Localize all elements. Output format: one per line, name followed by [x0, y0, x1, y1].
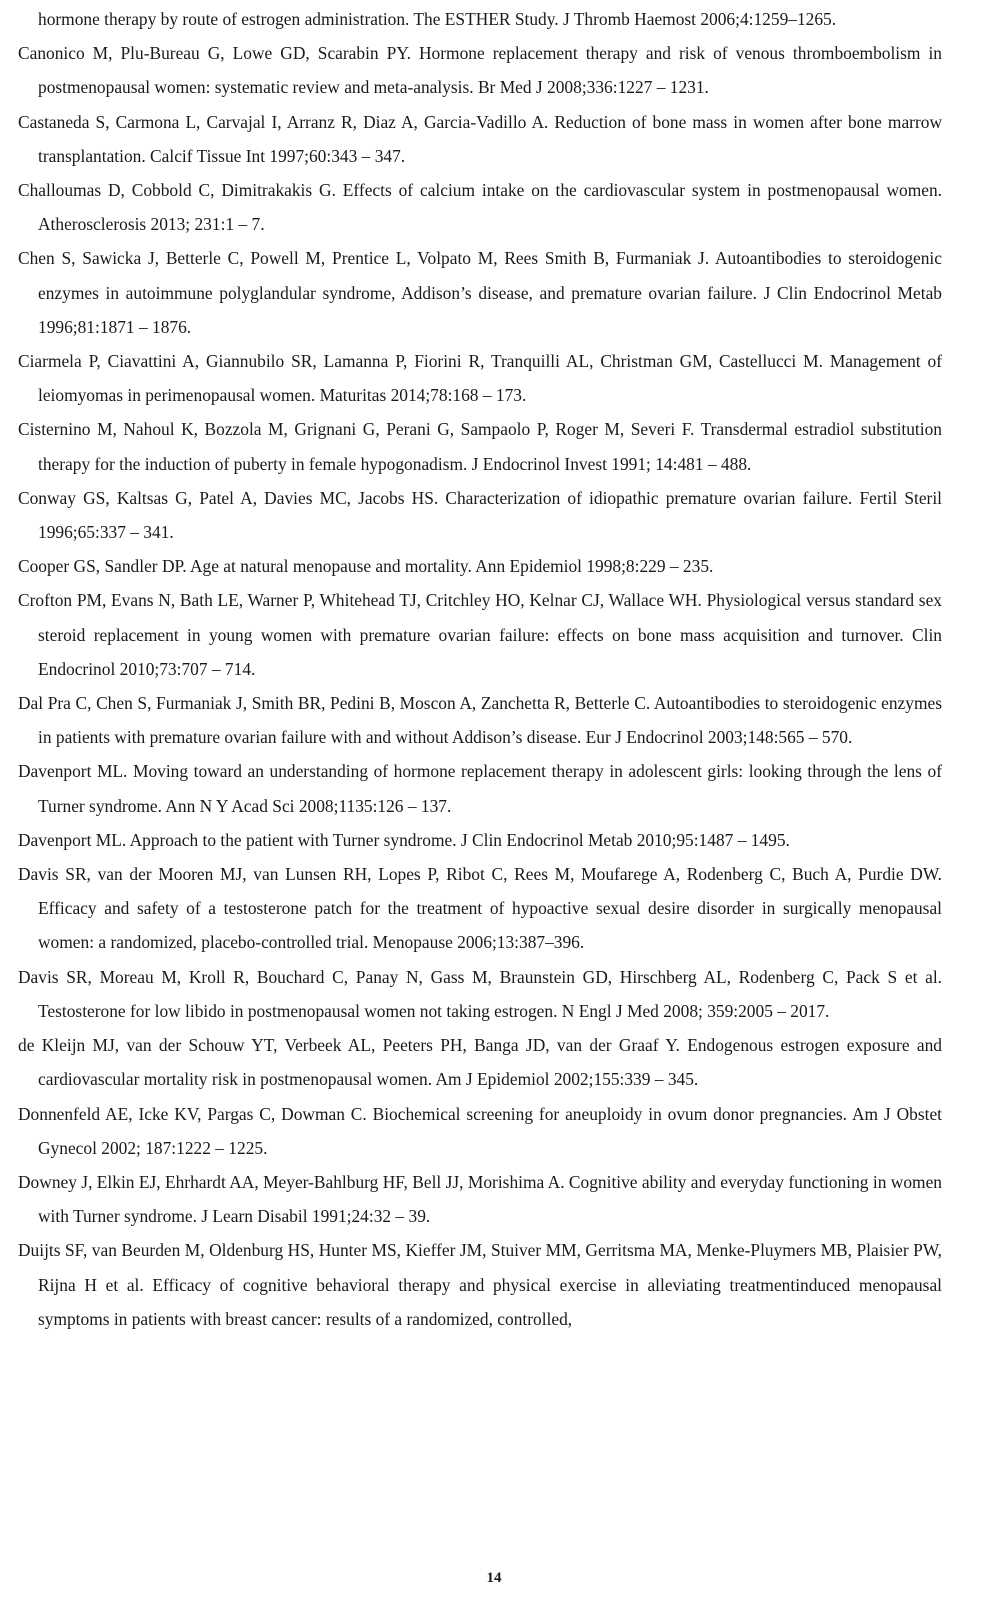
reference-item: Donnenfeld AE, Icke KV, Pargas C, Dowman C. Biochemical screening for aneuploidy in ovum donor pregnancies. Am J Obstet Gynecol 2002; 187:1222 – 1225. — [18, 1103, 942, 1158]
reference-item: Davenport ML. Approach to the patient with Turner syndrome. J Clin Endocrinol Metab 2010;95:1487 – 1495. — [18, 829, 790, 850]
reference-item: Dal Pra C, Chen S, Furmaniak J, Smith BR, Pedini B, Moscon A, Zanchetta R, Betterle C. Autoantibodies to steroidogenic enzymes in patients with premature ovarian failure with and without Addison’s disease. Eur J Endocrinol 2003;148:565 – 570. — [18, 693, 942, 748]
reference-item: Challoumas D, Cobbold C, Dimitrakakis G. Effects of calcium intake on the cardiovascular system in postmenopausal women. Atherosclerosis 2013; 231:1 – 7. — [18, 180, 942, 235]
reference-item: Davis SR, Moreau M, Kroll R, Bouchard C, Panay N, Gass M, Braunstein GD, Hirschberg AL, Rodenberg C, Pack S et al. Testosterone for low libido in postmenopausal women not taking estrogen. N Engl J Med 2008; 359:2005 – 2017. — [18, 966, 942, 1021]
reference-item: Downey J, Elkin EJ, Ehrhardt AA, Meyer-Bahlburg HF, Bell JJ, Morishima A. Cognitive ability and everyday functioning in women with Turner syndrome. J Learn Disabil 1991;24:32 – 39. — [18, 1171, 942, 1227]
reference-item: Conway GS, Kaltsas G, Patel A, Davies MC, Jacobs HS. Characterization of idiopathic premature ovarian failure. Fertil Steril 1996;65:337 – 341. — [18, 487, 942, 543]
reference-item: de Kleijn MJ, van der Schouw YT, Verbeek AL, Peeters PH, Banga JD, van der Graaf Y. Endogenous estrogen exposure and cardiovascular mortality risk in postmenopausal women. Am J Epidemiol 2002;155:339 – 345. — [18, 1035, 942, 1090]
reference-item: Duijts SF, van Beurden M, Oldenburg HS, Hunter MS, Kieffer JM, Stuiver MM, Gerritsma MA, Menke-Pluymers MB, Plaisier PW, Rijna H et al. Efficacy of cognitive behavioral therapy and physical exercise in alleviating treatmentinduced menopausal symptoms in patients with breast cancer: results of a randomized, controlled, — [18, 1240, 942, 1329]
reference-item: Canonico M, Plu-Bureau G, Lowe GD, Scarabin PY. Hormone replacement therapy and risk of venous thromboembolism in postmenopausal women: systematic review and meta-analysis. Br Med J 2008;336:1227 – 1231. — [18, 43, 942, 98]
reference-item: Davis SR, van der Mooren MJ, van Lunsen RH, Lopes P, Ribot C, Rees M, Moufarege A, Rodenberg C, Buch A, Purdie DW. Efficacy and safety of a testosterone patch for the treatment of hypoactive sexual desire disorder in surgically menopausal women: a randomized, placebo-controlled trial. Menopause 2006;13:387–396. — [18, 864, 942, 953]
page-number: 14 — [486, 1570, 502, 1586]
reference-item: Davenport ML. Moving toward an understanding of hormone replacement therapy in adolescent girls: looking through the lens of Turner syndrome. Ann N Y Acad Sci 2008;1135:126 – 137. — [18, 761, 942, 816]
reference-item: Castaneda S, Carmona L, Carvajal I, Arranz R, Diaz A, Garcia-Vadillo A. Reduction of bone mass in women after bone marrow transplantation. Calcif Tissue Int 1997;60:343 – 347. — [18, 111, 942, 166]
reference-item: Chen S, Sawicka J, Betterle C, Powell M, Prentice L, Volpato M, Rees Smith B, Furmaniak J. Autoantibodies to steroidogenic enzymes in autoimmune polyglandular syndrome, Addison’s disease, and premature ovarian failure. J Clin Endocrinol Metab 1996;81:1871 – 1876. — [18, 248, 942, 337]
reference-list — [18, 2, 942, 1336]
reference-item: hormone therapy by route of estrogen administration. The ESTHER Study. J Thromb Haemost 2006;4:1259–1265. — [38, 9, 837, 29]
reference-item: Crofton PM, Evans N, Bath LE, Warner P, Whitehead TJ, Critchley HO, Kelnar CJ, Wallace WH. Physiological versus standard sex steroid replacement in young women with premature ovarian failure: effects on bone mass acquisition and turnover. Clin Endocrinol 2010;73:707 – 714. — [18, 590, 942, 679]
reference-item: Cooper GS, Sandler DP. Age at natural menopause and mortality. Ann Epidemiol 1998;8:229 – 235. — [18, 556, 714, 577]
reference-item: Cisternino M, Nahoul K, Bozzola M, Grignani G, Perani G, Sampaolo P, Roger M, Severi F. Transdermal estradiol substitution therapy for the induction of puberty in female hypogonadism. J Endocrinol Invest 1991; 14:481 – 488. — [18, 419, 942, 474]
reference-item: Ciarmela P, Ciavattini A, Giannubilo SR, Lamanna P, Fiorini R, Tranquilli AL, Christman GM, Castellucci M. Management of leiomyomas in perimenopausal women. Maturitas 2014;78:168 – 173. — [18, 351, 942, 406]
